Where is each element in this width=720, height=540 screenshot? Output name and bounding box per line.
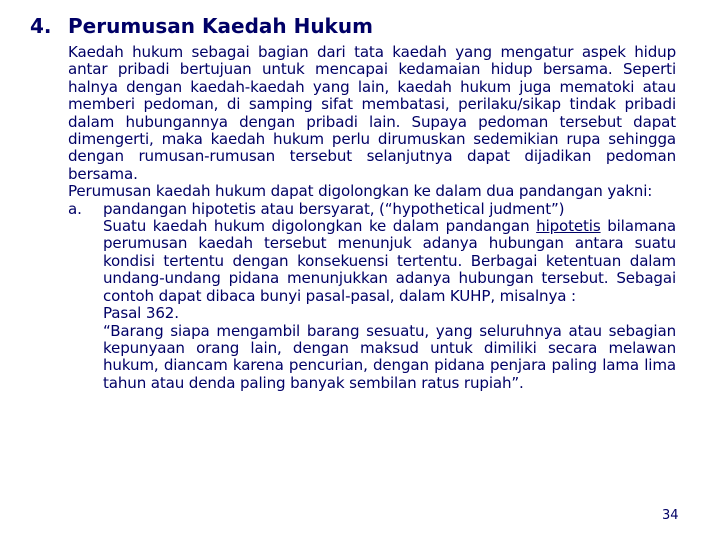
- body-text-start: Suatu kaedah hukum digolongkan ke dalam pandangan: [103, 217, 537, 236]
- classification-paragraph: Perumusan kaedah hukum dapat digolongkan ke dalam dua pandangan yakni:: [68, 182, 653, 201]
- list-item-a: [68, 201, 676, 392]
- underlined-term: hipotetis: [536, 217, 601, 236]
- section-heading: [30, 14, 373, 38]
- list-item-title: pandangan hipotetis atau bersyarat, (“hypothetical judment”): [103, 199, 565, 218]
- body-text-end: bilamana perumusan kaedah tersebut menunjuk adanya hubungan antara suatu kondisi tertentu dengan konsekuensi tertentu. Berbagai ketentuan dalam undang-undang pidana menunjukkan adanya hubungan tersebut. Sebagai contoh dapat dibaca bunyi pasal-pasal, dalam KUHP, misalnya :: [103, 217, 676, 305]
- section-title: Perumusan Kaedah Hukum: [68, 14, 373, 38]
- section-number: 4.: [30, 14, 52, 38]
- article-quote: “Barang siapa mengambil barang sesuatu, yang seluruhnya atau sebagian kepunyaan orang lain, dengan maksud untuk dimiliki secara melawan hukum, diancam karena pencurian, dengan pidana penjara paling lama lima tahun atau denda paling banyak sembilan ratus rupiah”.: [103, 321, 676, 392]
- page-number: 34: [662, 508, 679, 523]
- article-reference: Pasal 362.: [103, 304, 179, 323]
- list-marker: a.: [68, 199, 82, 218]
- section-content: [68, 44, 676, 392]
- intro-paragraph: Kaedah hukum sebagai bagian dari tata kaedah yang mengatur aspek hidup antar pribadi bertujuan untuk mencapai kedamaian hidup bersama. Seperti halnya dengan kaedah-kaedah yang lain, kaedah hukum juga mematoki atau memberi pedoman, di samping sifat membatasi, perilaku/sikap tindak pribadi dalam hubungannya dengan pribadi lain. Supaya pedoman tersebut dapat dimengerti, maka kaedah hukum perlu dirumuskan sedemikian rupa sehingga dengan rumusan-rumusan tersebut selanjutnya dapat dijadikan pedoman bersama.: [68, 43, 676, 183]
- list-item-body: [103, 218, 676, 305]
